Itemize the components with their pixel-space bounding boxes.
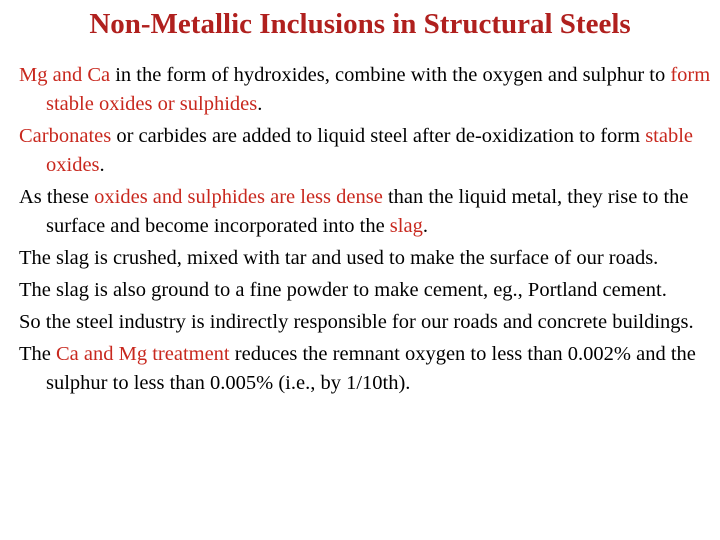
paragraph-3 [19,183,714,241]
paragraph-5 [19,276,714,305]
paragraph-2 [19,122,714,180]
body-text: . [257,93,263,115]
body-text: The slag is crushed, mixed with tar and used to make the surface of our roads. [19,247,659,269]
slide-body [19,61,714,401]
highlighted-text: Ca and Mg treatment [56,343,230,365]
body-text: . [422,215,428,237]
body-text: than the liquid metal, they rise to the surface and become incorporated into the [46,186,689,237]
body-text: The slag is also ground to a fine powder to make cement, eg., Portland cement. [19,279,667,301]
paragraph-4 [19,244,714,273]
body-text: As these [19,186,95,208]
body-text: The [19,343,56,365]
body-text: reduces the remnant oxygen to less than 0.002% and the sulphur to less than 0.005% (i.e., by 1/10th). [46,343,696,394]
body-text: . [99,154,105,176]
body-text: or carbides are added to liquid steel after de-oxidization to form [111,125,646,147]
highlighted-text: Carbonates [19,125,112,147]
paragraph-1 [19,61,714,119]
body-text: in the form of hydroxides, combine with the oxygen and sulphur to [110,64,671,86]
highlighted-text: slag [389,215,423,237]
paragraph-7 [19,340,714,398]
highlighted-text: stable oxides [46,125,694,176]
slide-title: Non-Metallic Inclusions in Structural Steels [89,8,631,40]
paragraph-6 [19,308,714,337]
highlighted-text: Mg and Ca [19,64,111,86]
body-text: So the steel industry is indirectly responsible for our roads and concrete buildings. [19,311,694,333]
highlighted-text: form stable oxides or sulphides [46,64,711,115]
highlighted-text: oxides and sulphides are less dense [94,186,383,208]
